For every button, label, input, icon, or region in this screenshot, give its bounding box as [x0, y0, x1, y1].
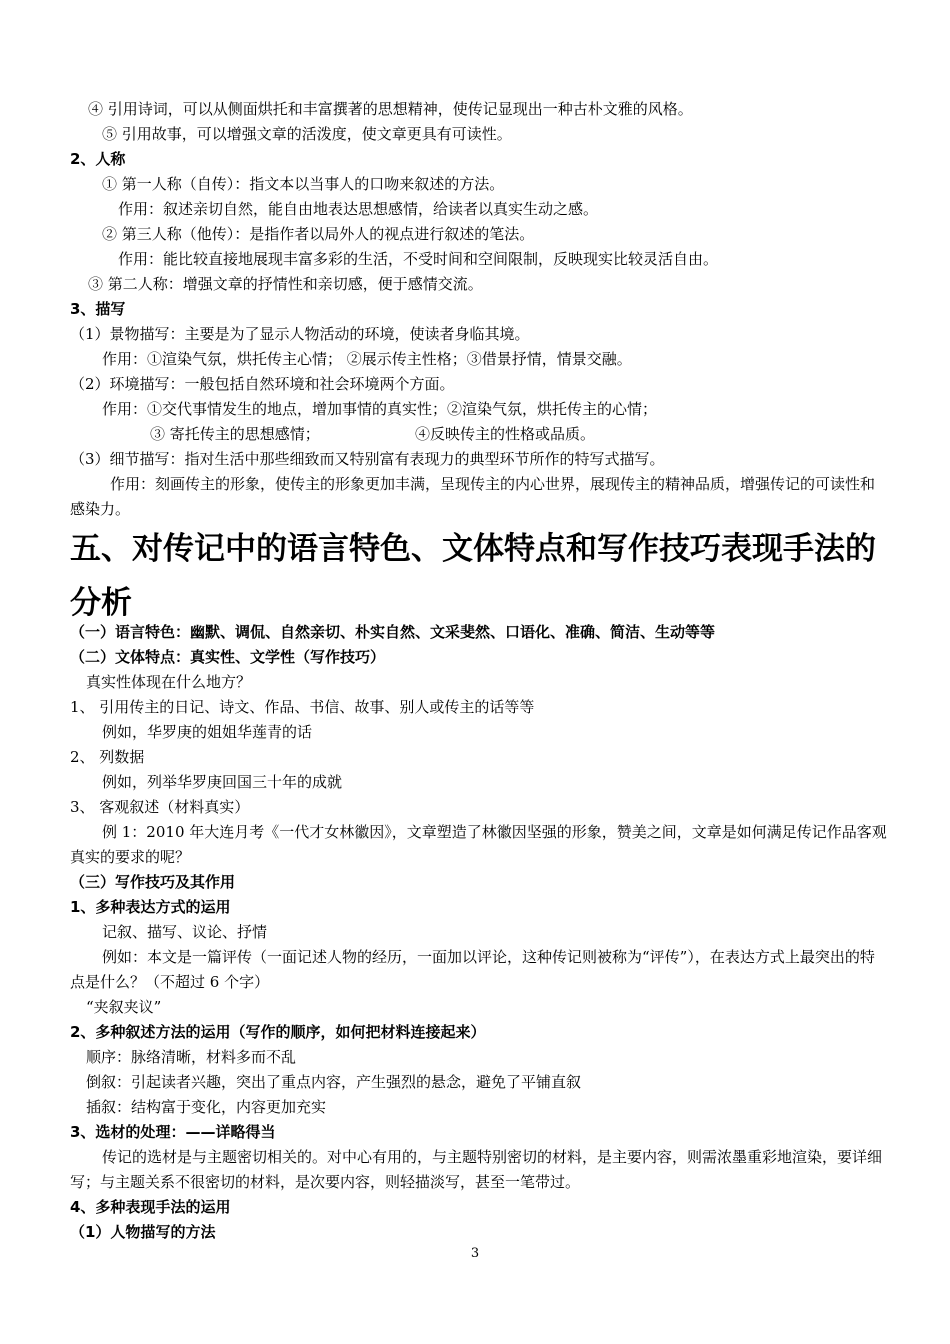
text-line: （1）景物描写：主要是为了显示人物活动的环境，使读者身临其境。	[70, 325, 530, 343]
section-heading: 4、多种表现手法的运用	[70, 1198, 231, 1216]
text-line: ④ 引用诗词，可以从侧面烘托和丰富撰著的思想精神，使传记显现出一种古朴文雅的风格。	[88, 100, 693, 118]
section-heading: 2、多种叙述方法的运用（写作的顺序，如何把材料连接起来）	[70, 1023, 486, 1041]
section-heading: 3、描写	[70, 300, 126, 318]
paragraph: 例如：本文是一篇评传（一面记述人物的经历，一面加以评论，这种传记则被称为“评传”），在表达方式上最突出的特点是什么？（不超过 6 个字）	[70, 948, 875, 991]
paragraph: 传记的选材是与主题密切相关的。对中心有用的，与主题特别密切的材料，是主要内容，则需浓墨重彩地渲染，要详细写；与主题关系不很密切的材料，是次要内容，则轻描淡写，甚至一笔带过。	[70, 1148, 883, 1191]
text-line: 1、 引用传主的日记、诗文、作品、书信、故事、别人或传主的话等等	[70, 698, 535, 716]
text-line: 作用：①交代事情发生的地点，增加事情的真实性；②渲染气氛，烘托传主的心情；	[102, 400, 658, 418]
text-line: 例如，列举华罗庚回国三十年的成就	[102, 773, 343, 791]
section-heading: 3、选材的处理：——详略得当	[70, 1123, 276, 1141]
text-line: 3、 客观叙述（材料真实）	[70, 798, 250, 816]
page-number: 3	[470, 1246, 480, 1261]
section-heading: （1）人物描写的方法	[70, 1223, 216, 1241]
text-line: （2）环境描写：一般包括自然环境和社会环境两个方面。	[70, 375, 455, 393]
text-line: 顺序：脉络清晰，材料多而不乱	[86, 1048, 297, 1066]
text-line: 作用：叙述亲切自然，能自由地表达思想感情，给读者以真实生动之感。	[118, 200, 599, 218]
text-line: 作用：①渲染气氛，烘托传主心情； ②展示传主性格；③借景抒情，情景交融。	[102, 350, 632, 368]
text-line: ② 第三人称（他传）：是指作者以局外人的视点进行叙述的笔法。	[102, 225, 535, 243]
text-line: 作用：能比较直接地展现丰富多彩的生活，不受时间和空间限制，反映现实比较灵活自由。	[118, 250, 719, 268]
section-heading: 1、多种表达方式的运用	[70, 898, 231, 916]
text-line: 倒叙：引起读者兴趣，突出了重点内容，产生强烈的悬念，避免了平铺直叙	[86, 1073, 582, 1091]
text-line: 插叙：结构富于变化，内容更加充实	[86, 1098, 327, 1116]
section-heading: （二）文体特点：真实性、文学性（写作技巧）	[70, 648, 386, 666]
text-line: ③ 第二人称：增强文章的抒情性和亲切感，便于感情交流。	[88, 275, 483, 293]
page-heading: 五、对传记中的语言特色、文体特点和写作技巧表现手法的分析	[70, 531, 876, 621]
paragraph: 例 1：2010 年大连月考《一代才女林徽因》，文章塑造了林徽因坚强的形象，赞美之间，文章是如何满足传记作品客观真实的要求的呢？	[70, 823, 887, 866]
text-line: ① 第一人称（自传）：指文本以当事人的口吻来叙述的方法。	[102, 175, 505, 193]
text-line: 例如，华罗庚的姐姐华莲青的话	[102, 723, 313, 741]
section-heading: 2、人称	[70, 150, 126, 168]
section-heading: （三）写作技巧及其作用	[70, 873, 236, 891]
text-line: （3）细节描写：指对生活中那些细致而又特别富有表现力的典型环节所作的特写式描写。	[70, 450, 665, 468]
text-line: ⑤ 引用故事，可以增强文章的活泼度，使文章更具有可读性。	[102, 125, 512, 143]
text-line: ③ 寄托传主的思想感情；	[150, 425, 320, 443]
text-line: 记叙、描写、议论、抒情	[102, 923, 268, 941]
paragraph: 作用：刻画传主的形象，使传主的形象更加丰满，呈现传主的内心世界，展现传主的精神品质，增强传记的可读性和感染力。	[70, 475, 876, 518]
text-line: 2、 列数据	[70, 748, 145, 766]
text-line: “夹叙夹议”	[86, 998, 162, 1016]
section-heading: （一）语言特色：幽默、调侃、自然亲切、朴实自然、文采斐然、口语化、准确、简洁、生动等等	[70, 623, 716, 641]
text-line: ④反映传主的性格或品质。	[415, 425, 596, 443]
text-line: 真实性体现在什么地方？	[86, 673, 252, 691]
